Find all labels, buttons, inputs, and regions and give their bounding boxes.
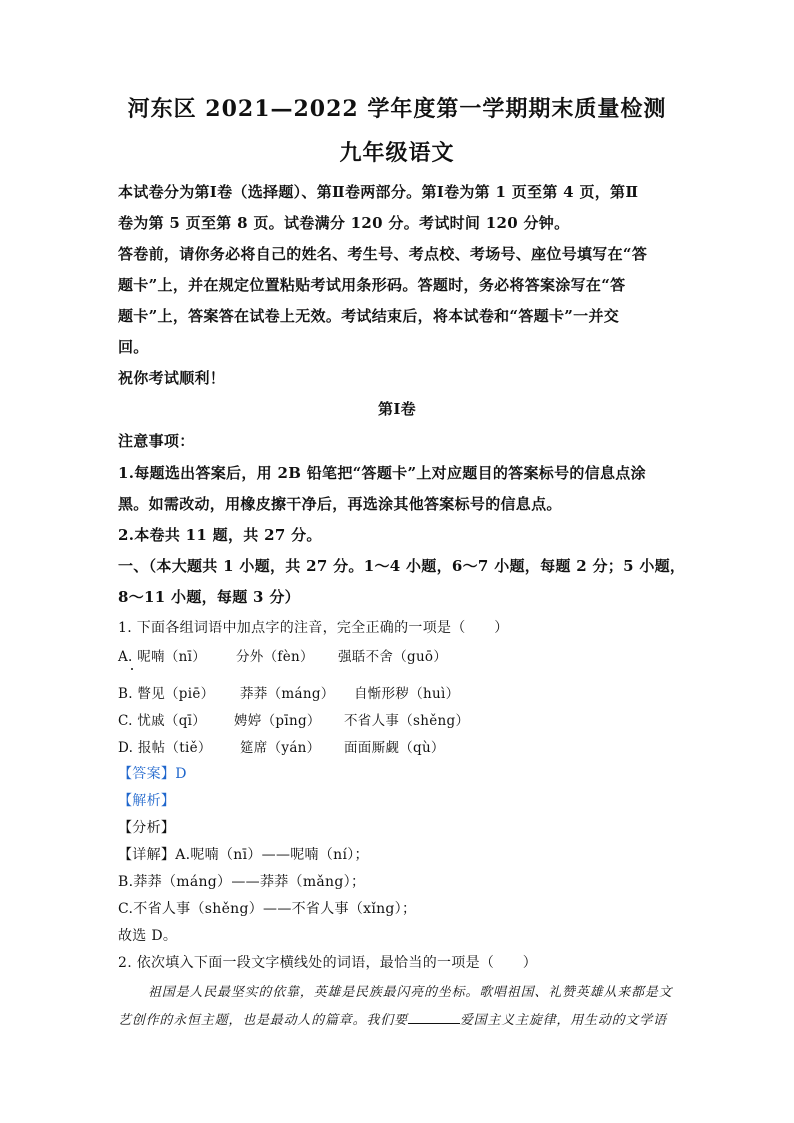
part1-line-2: 8～11 小题，每题 3 分） [118,588,300,606]
q1-option-c [118,709,678,729]
option-d-word-2: 筵席（yán） [240,740,321,756]
q1-jiexi-label: 【解析】 [118,793,176,809]
notes-heading: 注意事项： [118,432,195,450]
intro-line-2: 卷为第 5 页至第 8 页。试卷满分 120 分。考试时间 120 分钟。 [118,214,570,232]
intro-line-3: 答卷前，请你务必将自己的姓名、考生号、考点校、考场号、座位号填写在“答 [118,245,648,263]
q1-fenxi-label: 【分析】 [118,820,176,836]
emphasis-dot [131,668,133,670]
intro-line-4: 题卡”上，并在规定位置粘贴考试用条形码。答题时，务必将答案涂写在“答 [118,276,626,294]
option-d-word-1: D. 报帖（tiě） [118,740,212,756]
intro-line-6: 回。 [118,338,149,356]
passage-text-after-blank: 爱国主义主旋律，用生动的文学语 [459,1013,667,1028]
option-a-word-2: 分外（fèn） [236,649,314,665]
option-d-word-3: 面面厮觑（qù） [344,740,445,756]
option-b-word-3: 自惭形秽（huì） [354,686,460,702]
q2-stem: 2. 依次填入下面一段文字横线处的词语，最恰当的一项是（ ） [118,955,538,971]
option-a-word-1: A. 呢喃（nī） [118,649,207,665]
q1-detail-3: C.不省人事（shěng）——不省人事（xǐng）； [118,901,417,917]
option-c-word-1: C. 忧戚（qī） [118,713,207,729]
exam-subtitle: 九年级语文 [339,140,455,166]
q1-option-d [118,736,678,756]
option-a-word-3: 强聒不舍（guō） [338,649,448,665]
q2-passage-line-2 [118,1009,667,1028]
option-b-word-1: B. 瞥见（piē） [118,686,215,702]
q2-passage-line-1: 祖国是人民最坚实的依靠，英雄是民族最闪亮的坐标。歌唱祖国、礼赞英雄从来都是文 [148,985,673,1000]
q1-option-b [118,682,678,702]
q1-conclusion: 故选 D。 [118,928,178,944]
exam-title: 河东区 2021—2022 学年度第一学期期末质量检测 [127,96,667,122]
q1-stem: 1. 下面各组词语中加点字的注音，完全正确的一项是（ ） [118,620,509,636]
intro-line-1: 本试卷分为第Ⅰ卷（选择题）、第Ⅱ卷两部分。第Ⅰ卷为第 1 页至第 4 页，第Ⅱ [118,183,639,201]
option-c-word-2: 娉婷（pīng） [234,713,321,729]
intro-line-5: 题卡”上，答案答在试卷上无效。考试结束后，将本试卷和“答题卡”一并交 [118,307,620,325]
q1-option-a [118,645,678,665]
q1-detail-1: 【详解】A.呢喃（nī）——呢喃（ní）； [118,847,369,863]
notes-line-2: 黑。如需改动，用橡皮擦干净后，再选涂其他答案标号的信息点。 [118,495,562,513]
q1-answer: 【答案】D [118,766,187,782]
passage-text-before-blank: 艺创作的永恒主题，也是最动人的篇章。我们要 [118,1013,408,1028]
option-c-word-3: 不省人事（shěng） [344,713,470,729]
notes-line-1: 1.每题选出答案后，用 2B 铅笔把“答题卡”上对应题目的答案标号的信息点涂 [118,464,646,482]
notes-line-3: 2.本卷共 11 题，共 27 分。 [118,526,322,544]
q1-detail-2: B.莽莽（máng）——莽莽（mǎng）； [118,874,366,890]
section-heading: 第Ⅰ卷 [378,400,416,418]
option-b-word-2: 莽莽（máng） [240,686,335,702]
fill-in-blank [408,1011,460,1024]
part1-line-1: 一、（本大题共 1 小题，共 27 分。1～4 小题，6～7 小题，每题 2 分；5 小题， [118,557,686,575]
intro-line-7: 祝你考试顺利！ [118,369,226,387]
